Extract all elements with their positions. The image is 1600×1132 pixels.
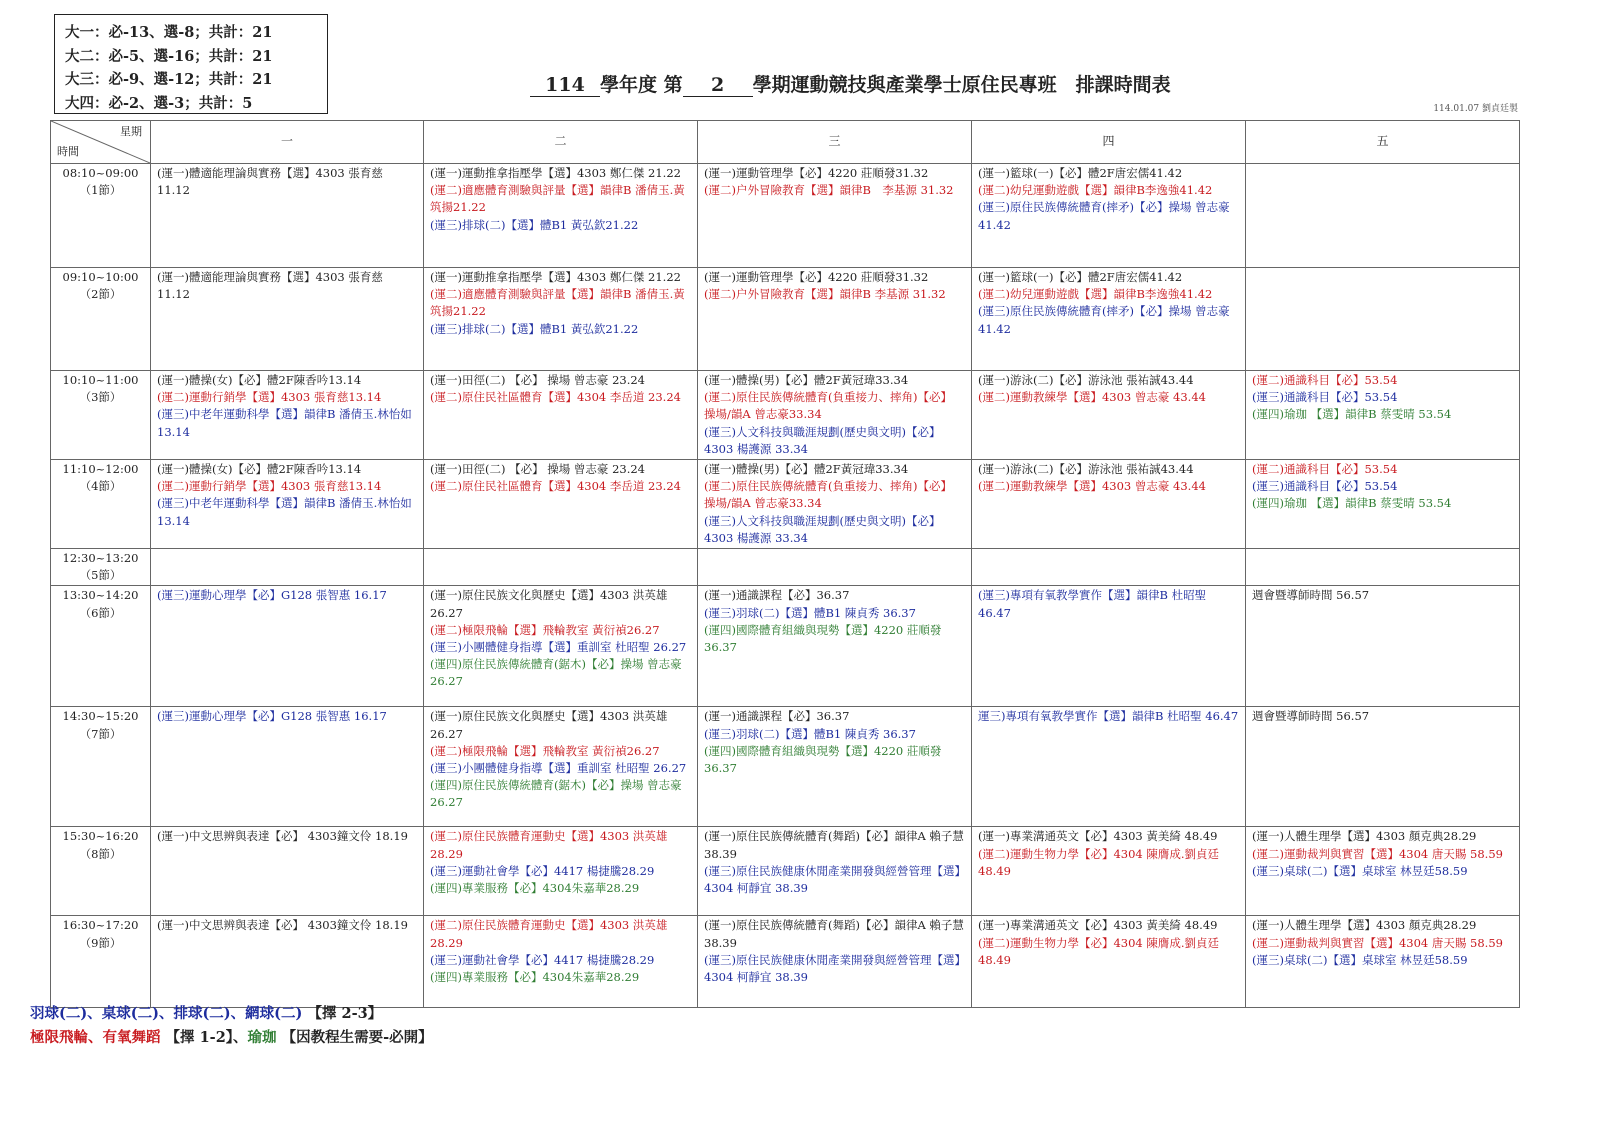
day-header-tue: 二: [424, 121, 698, 164]
course-entry: (運三)桌球(二)【選】桌球室 林昱廷58.59: [1252, 863, 1468, 878]
course-entry: (運一)游泳(二)【必】游泳池 張祐誠43.44: [978, 462, 1194, 477]
legend-blue-courses: 羽球(二)、桌球(二)、排球(二)、網球(二): [30, 1005, 303, 1022]
schedule-cell-tue: [424, 268, 698, 371]
summary-line-4: 大四：必-2、選-3；共計：5: [65, 94, 253, 112]
course-entry: (運二)原住民族傳統體育(負重接力、摔角)【必】 操場/韻A 曾志豪33.34: [704, 390, 952, 422]
course-entry: (運三)原住民族健康休閒產業開發與經營管理【選】4304 柯靜宜 38.39: [704, 952, 961, 985]
course-entry: (運二)幼兒運動遊戲【選】韻律B李逸強41.42: [978, 183, 1213, 198]
course-entry: (運二)運動行銷學【選】4303 張育慈13.14: [157, 390, 382, 405]
schedule-cell-mon: [151, 707, 424, 827]
course-entry: (運一)中文思辨與表達【必】 4303鐘文伶 18.19: [157, 918, 408, 933]
schedule-cell-fri: [1246, 707, 1520, 827]
corner-time-label: 時間: [57, 144, 79, 158]
day-header-fri: 五: [1246, 121, 1520, 164]
schedule-cell-wed: [698, 371, 972, 460]
schedule-cell-mon: [151, 164, 424, 268]
title-semester: 2: [683, 74, 753, 97]
course-entry: (運四)國際體育組織與現勢【選】4220 莊順發36.37: [704, 743, 942, 776]
schedule-cell-wed: [698, 549, 972, 586]
schedule-cell-thu: [972, 707, 1246, 827]
course-entry: (運一)籃球(一)【必】體2F唐宏儒41.42: [978, 166, 1183, 180]
course-entry: (運一)原住民族文化與歷史【選】4303 洪英雄 26.27: [430, 709, 668, 741]
schedule-cell-thu: [972, 371, 1246, 460]
course-entry: (運一)游泳(二)【必】游泳池 張祐誠43.44: [978, 373, 1194, 387]
course-entry: (運一)通識課程【必】36.37: [704, 709, 850, 724]
period-number: （9節）: [79, 935, 122, 950]
period-row: [51, 268, 1520, 371]
title-mid: 學年度 第: [600, 74, 683, 96]
course-entry: (運二)適應體育測驗與評量【選】韻律B 潘倩玉.黃筑揚21.22: [430, 287, 685, 319]
time-slot: [51, 916, 151, 1008]
course-entry: (運二)原住民社區體育【選】4304 李岳道 23.24: [430, 479, 681, 494]
course-entry: (運一)運動推拿指壓學【選】4303 鄭仁傑 21.22: [430, 166, 681, 180]
period-number: （6節）: [79, 605, 122, 620]
course-entry: (運二)運動行銷學【選】4303 張育慈13.14: [157, 479, 382, 494]
page-title: [530, 70, 1171, 97]
schedule-cell-wed: [698, 164, 972, 268]
header-row: [51, 121, 1520, 164]
period-row: [51, 916, 1520, 1008]
legend-required-rule: 【因教程生需要-必開】: [276, 1029, 433, 1046]
title-rest: 學期運動競技與產業學士原住民專班 排課時間表: [752, 74, 1171, 96]
course-entry: (運一)籃球(一)【必】體2F唐宏儒41.42: [978, 270, 1183, 284]
course-entry: (運一)通識課程【必】36.37: [704, 588, 850, 603]
time-range: 11:10~12:00: [62, 462, 139, 477]
period-row: [51, 371, 1520, 460]
day-header-wed: 三: [698, 121, 972, 164]
time-range: 15:30~16:20: [62, 829, 139, 844]
course-entry: (運二)運動生物力學【必】4304 陳膺成.劉貞廷48.49: [978, 846, 1220, 878]
period-row: [51, 164, 1520, 268]
course-entry: (運一)原住民族傳統體育(舞蹈)【必】韻律A 賴子慧38.39: [704, 829, 964, 861]
schedule-cell-mon: [151, 460, 424, 549]
legend-line-1: [30, 1002, 382, 1023]
schedule-cell-tue: [424, 586, 698, 707]
period-row: [51, 827, 1520, 916]
course-entry: (運四)專業服務【必】4304朱嘉華28.29: [430, 881, 640, 896]
course-entry: (運一)田徑(二) 【必】 操場 曾志豪 23.24: [430, 373, 645, 387]
period-number: （1節）: [79, 183, 122, 198]
schedule-cell-wed: [698, 460, 972, 549]
course-entry: (運三)羽球(二)【選】體B1 陳貞秀 36.37: [704, 605, 916, 620]
schedule-cell-tue: [424, 707, 698, 827]
schedule-cell-fri: [1246, 164, 1520, 268]
schedule-table: [50, 120, 1520, 1008]
course-entry: (運三)原住民族傳統體育(摔矛)【必】操場 曾志豪41.42: [978, 200, 1230, 232]
schedule-cell-mon: [151, 586, 424, 707]
period-row: [51, 707, 1520, 827]
course-entry: (運三)小團體健身指導【選】重訓室 杜昭聖 26.27: [430, 761, 687, 776]
course-entry: (運三)中老年運動科學【選】韻律B 潘倩玉.林怡如 13.14: [157, 407, 412, 439]
course-entry: (運一)人體生理學【選】4303 顏克典28.29: [1252, 829, 1477, 844]
schedule-cell-wed: [698, 268, 972, 371]
time-slot: [51, 827, 151, 916]
course-entry: (運三)人文科技與職涯規劃(歷史與文明)【必】4303 楊護源 33.34: [704, 513, 941, 545]
schedule-cell-mon: [151, 371, 424, 460]
course-entry: (運三)原住民族健康休閒產業開發與經營管理【選】4304 柯靜宜 38.39: [704, 863, 961, 896]
schedule-cell-tue: [424, 460, 698, 549]
course-entry: (運二)運動裁判與實習【選】4304 唐天賜 58.59: [1252, 846, 1503, 861]
course-entry: (運三)原住民族傳統體育(摔矛)【必】操場 曾志豪41.42: [978, 304, 1230, 336]
course-entry: (運三)排球(二)【選】體B1 黃弘欽21.22: [430, 217, 639, 232]
legend-line-2: [30, 1026, 433, 1047]
schedule-cell-fri: [1246, 549, 1520, 586]
course-entry: (運一)體操(女)【必】體2F陳香吟13.14: [157, 373, 362, 387]
course-entry: (運三)桌球(二)【選】桌球室 林昱廷58.59: [1252, 952, 1468, 967]
time-slot: [51, 586, 151, 707]
legend-choice-rule-1: 【擇 2-3】: [302, 1005, 383, 1022]
course-entry: (運二)原住民族傳統體育(負重接力、摔角)【必】 操場/韻A 曾志豪33.34: [704, 479, 952, 511]
period-number: （3節）: [79, 390, 122, 405]
course-entry: (運二)原住民族體育運動史【選】4303 洪英雄28.29: [430, 918, 668, 950]
course-entry: (運一)原住民族文化與歷史【選】4303 洪英雄 26.27: [430, 588, 668, 620]
schedule-cell-mon: [151, 268, 424, 371]
schedule-cell-fri: [1246, 586, 1520, 707]
schedule-cell-thu: [972, 916, 1246, 1008]
schedule-cell-thu: [972, 460, 1246, 549]
legend-red-courses: 極限飛輪、有氧舞蹈: [30, 1029, 161, 1046]
time-range: 12:30~13:20: [62, 551, 139, 566]
day-header-mon: 一: [151, 121, 424, 164]
time-range: 16:30~17:20: [62, 918, 139, 933]
schedule-cell-thu: [972, 549, 1246, 586]
course-entry: (運一)體操(女)【必】體2F陳香吟13.14: [157, 462, 362, 477]
time-range: 10:10~11:00: [62, 373, 139, 387]
course-entry: (運四)瑜珈 【選】韻律B 蔡雯晴 53.54: [1252, 496, 1452, 511]
course-entry: (運一)體操(男)【必】體2F黃冠瑋33.34: [704, 462, 909, 477]
time-slot: [51, 549, 151, 586]
course-entry: (運二)極限飛輪【選】飛輪教室 黃衍禎26.27: [430, 622, 660, 637]
course-entry: 運三)專項有氧教學實作【選】韻律B 杜昭聖 46.47: [978, 709, 1239, 724]
course-entry: (運一)專業溝通英文【必】4303 黃美綺 48.49: [978, 829, 1218, 844]
course-entry: (運四)瑜珈 【選】韻律B 蔡雯晴 53.54: [1252, 407, 1452, 422]
course-entry: (運三)羽球(二)【選】體B1 陳貞秀 36.37: [704, 726, 916, 741]
course-entry: (運二)原住民族體育運動史【選】4303 洪英雄28.29: [430, 829, 668, 861]
schedule-cell-wed: [698, 827, 972, 916]
course-entry: 週會暨導師時間 56.57: [1252, 588, 1370, 603]
course-entry: (運四)專業服務【必】4304朱嘉華28.29: [430, 970, 640, 985]
course-entry: (運一)田徑(二) 【必】 操場 曾志豪 23.24: [430, 462, 645, 477]
course-entry: (運二)户外冒險教育【選】韻律B 李基源 31.32: [704, 183, 954, 198]
course-entry: (運二)運動教練學【選】4303 曾志豪 43.44: [978, 390, 1206, 405]
title-year: 114: [530, 74, 600, 97]
time-range: 08:10~09:00: [62, 166, 139, 180]
course-entry: (運一)原住民族傳統體育(舞蹈)【必】韻律A 賴子慧38.39: [704, 918, 964, 950]
schedule-cell-fri: [1246, 268, 1520, 371]
schedule-cell-thu: [972, 164, 1246, 268]
schedule-cell-tue: [424, 164, 698, 268]
schedule-cell-thu: [972, 586, 1246, 707]
course-entry: (運一)運動管理學【必】4220 莊順發31.32: [704, 166, 929, 180]
course-entry: (運三)中老年運動科學【選】韻律B 潘倩玉.林怡如 13.14: [157, 496, 412, 528]
course-entry: (運三)運動社會學【必】4417 楊捷騰28.29: [430, 863, 655, 878]
time-range: 09:10~10:00: [62, 270, 139, 284]
time-slot: [51, 707, 151, 827]
course-entry: (運二)原住民社區體育【選】4304 李岳道 23.24: [430, 390, 681, 405]
time-range: 14:30~15:20: [62, 709, 139, 724]
schedule-cell-thu: [972, 827, 1246, 916]
course-entry: (運四)原住民族傳統體育(鋸木)【必】操場 曾志豪 26.27: [430, 778, 682, 810]
course-entry: (運一)運動管理學【必】4220 莊順發31.32: [704, 270, 929, 284]
time-slot: [51, 460, 151, 549]
course-entry: (運一)專業溝通英文【必】4303 黃美綺 48.49: [978, 918, 1218, 933]
course-entry: (運三)運動心理學【必】G128 張智惠 16.17: [157, 709, 387, 724]
schedule-cell-fri: [1246, 371, 1520, 460]
summary-line-2: 大二：必-5、選-16；共計：21: [65, 47, 273, 65]
time-slot: [51, 268, 151, 371]
course-entry: (運二)户外冒險教育【選】韻律B 李基源 31.32: [704, 287, 946, 302]
corner-header: [51, 121, 151, 164]
day-header-thu: 四: [972, 121, 1246, 164]
credit-summary-box: [54, 14, 328, 114]
course-entry: (運四)原住民族傳統體育(鋸木)【必】操場 曾志豪 26.27: [430, 657, 682, 689]
course-entry: (運一)人體生理學【選】4303 顏克典28.29: [1252, 918, 1477, 933]
date-stamp: 114.01.07 劉貞廷製: [1433, 104, 1518, 114]
period-number: （4節）: [79, 479, 122, 494]
course-entry: 週會暨導師時間 56.57: [1252, 709, 1370, 724]
schedule-cell-mon: [151, 827, 424, 916]
schedule-cell-tue: [424, 549, 698, 586]
legend-green-course: 瑜珈: [247, 1029, 277, 1046]
course-entry: (運三)運動心理學【必】G128 張智惠 16.17: [157, 588, 387, 603]
course-entry: (運二)通識科目【必】53.54: [1252, 462, 1398, 477]
course-entry: (運二)適應體育測驗與評量【選】韻律B 潘倩玉.黃筑揚21.22: [430, 183, 685, 215]
course-entry: (運二)通識科目【必】53.54: [1252, 373, 1398, 387]
schedule-cell-tue: [424, 827, 698, 916]
summary-line-1: 大一：必-13、選-8；共計：21: [65, 24, 273, 41]
schedule-cell-tue: [424, 916, 698, 1008]
schedule-cell-mon: [151, 916, 424, 1008]
schedule-cell-wed: [698, 916, 972, 1008]
course-entry: (運二)極限飛輪【選】飛輪教室 黃衍禎26.27: [430, 743, 660, 758]
course-entry: (運三)通識科目【必】53.54: [1252, 390, 1398, 405]
course-entry: (運三)運動社會學【必】4417 楊捷騰28.29: [430, 952, 655, 967]
period-number: （5節）: [79, 568, 122, 583]
time-slot: [51, 164, 151, 268]
period-number: （7節）: [79, 726, 122, 741]
period-row: [51, 586, 1520, 707]
course-entry: (運三)專項有氧教學實作【選】韻律B 杜昭聖 46.47: [978, 588, 1207, 620]
schedule-body: [51, 164, 1520, 1008]
schedule-cell-wed: [698, 707, 972, 827]
course-entry: (運四)國際體育組織與現勢【選】4220 莊順發36.37: [704, 622, 942, 655]
corner-week-label: 星期: [120, 125, 142, 138]
course-entry: (運二)幼兒運動遊戲【選】韻律B李逸強41.42: [978, 287, 1213, 302]
course-entry: (運一)體適能理論與實務【選】4303 張育慈 11.12: [157, 270, 383, 302]
period-number: （2節）: [79, 287, 122, 302]
course-entry: (運一)體適能理論與實務【選】4303 張育慈 11.12: [157, 166, 383, 198]
period-row: [51, 460, 1520, 549]
schedule-cell-mon: [151, 549, 424, 586]
summary-line-3: 大三：必-9、選-12；共計：21: [65, 71, 273, 88]
time-slot: [51, 371, 151, 460]
period-number: （8節）: [79, 846, 122, 861]
schedule-cell-tue: [424, 371, 698, 460]
schedule-cell-fri: [1246, 916, 1520, 1008]
course-entry: (運一)中文思辨與表達【必】 4303鐘文伶 18.19: [157, 829, 408, 844]
course-entry: (運二)運動教練學【選】4303 曾志豪 43.44: [978, 479, 1206, 494]
course-entry: (運二)運動裁判與實習【選】4304 唐天賜 58.59: [1252, 935, 1503, 950]
legend-choice-rule-2: 【擇 1-2】、: [160, 1029, 248, 1046]
course-entry: (運三)排球(二)【選】體B1 黃弘欽21.22: [430, 321, 639, 336]
schedule-cell-fri: [1246, 460, 1520, 549]
course-entry: (運三)人文科技與職涯規劃(歷史與文明)【必】4303 楊護源 33.34: [704, 424, 941, 456]
schedule-cell-thu: [972, 268, 1246, 371]
course-entry: (運三)通識科目【必】53.54: [1252, 479, 1398, 494]
course-entry: (運二)運動生物力學【必】4304 陳膺成.劉貞廷48.49: [978, 935, 1220, 967]
time-range: 13:30~14:20: [62, 588, 139, 603]
schedule-cell-fri: [1246, 827, 1520, 916]
course-entry: (運三)小團體健身指導【選】重訓室 杜昭聖 26.27: [430, 640, 687, 655]
course-entry: (運一)體操(男)【必】體2F黃冠瑋33.34: [704, 373, 909, 387]
course-entry: (運一)運動推拿指壓學【選】4303 鄭仁傑 21.22: [430, 270, 681, 284]
schedule-cell-wed: [698, 586, 972, 707]
period-row: [51, 549, 1520, 586]
